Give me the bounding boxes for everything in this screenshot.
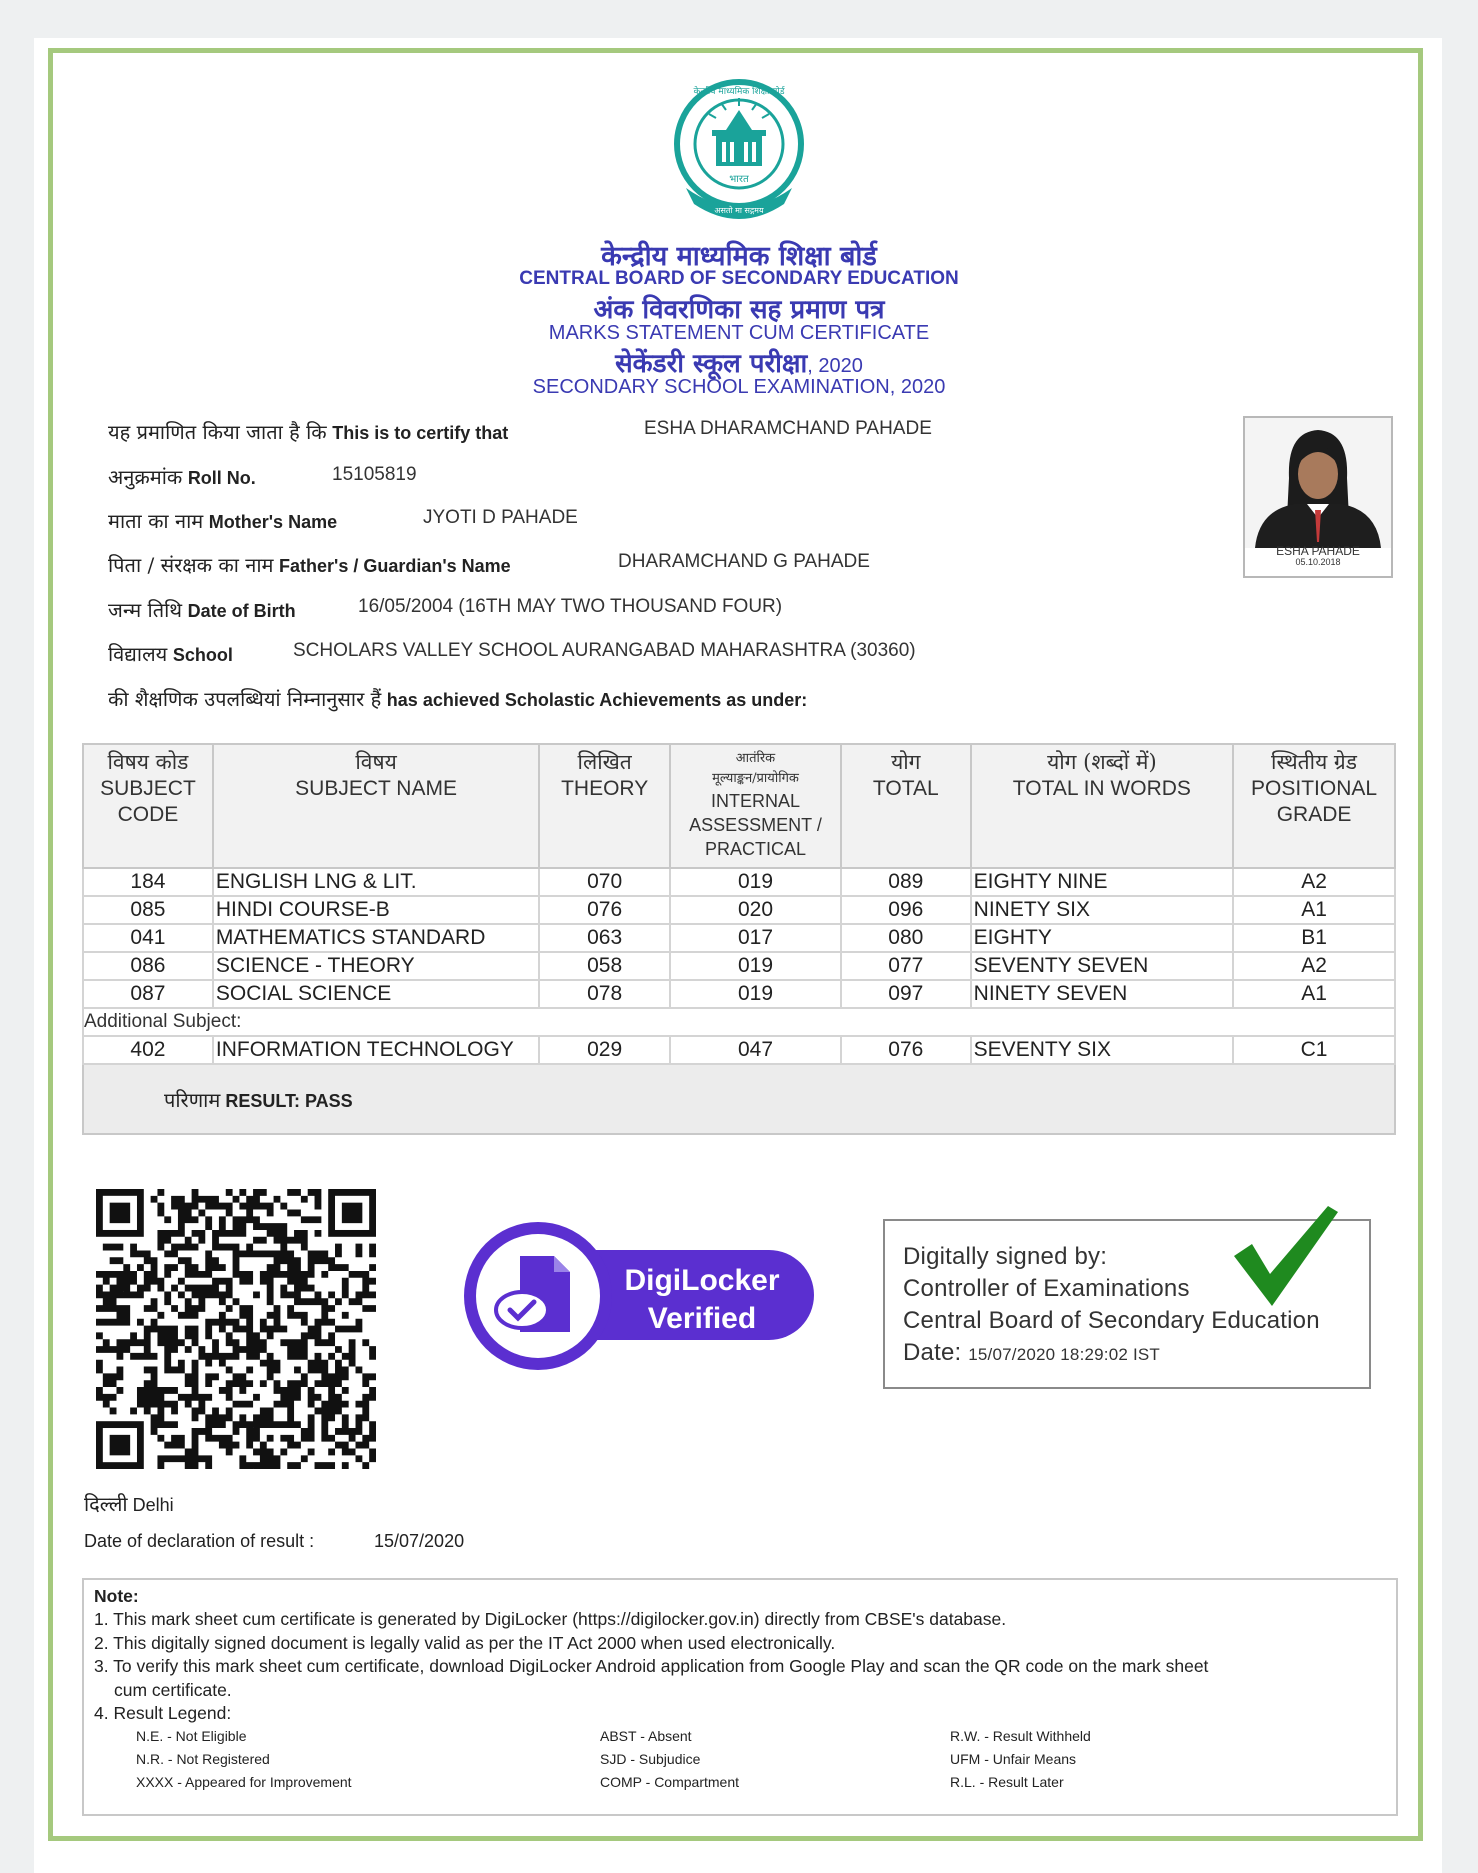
header-grade-english-2: GRADE [1276, 803, 1352, 826]
subject-name: ENGLISH LNG & LIT. [213, 868, 539, 896]
header-total-english: TOTAL [872, 777, 939, 800]
subject-name: INFORMATION TECHNOLOGY [213, 1036, 539, 1064]
achieved-english: has achieved Scholastic Achievements as under: [386, 690, 808, 710]
mother-name: JYOTI D PAHADE [423, 507, 578, 528]
logo-text-top: केन्द्रीय माध्यमिक शिक्षा बोर्ड [693, 87, 785, 97]
roll-number: 15105819 [332, 464, 417, 485]
header-ia-english-1: INTERNAL [710, 791, 800, 811]
student-photo-image [1245, 418, 1391, 548]
note-1: 1. This mark sheet cum certificate is generated by DigiLocker (https://digilocker.gov.in) directly from CBSE's database. [94, 1609, 1007, 1629]
legend-item: R.L. - Result Later [950, 1774, 1064, 1790]
father-name: DHARAMCHAND G PAHADE [618, 551, 870, 572]
theory-marks: 029 [539, 1036, 670, 1064]
header-name-english: SUBJECT NAME [295, 777, 457, 800]
digilocker-text-line2: Verified [647, 1302, 757, 1335]
signature-line-2: Controller of Examinations [903, 1275, 1190, 1302]
total-marks: 089 [841, 868, 971, 896]
father-label [108, 551, 511, 578]
additional-subject-label: Additional Subject: [83, 1008, 1395, 1036]
total-marks: 097 [841, 980, 971, 1008]
signature-line-3: Central Board of Secondary Education [903, 1307, 1320, 1334]
certificate-title-english: MARKS STATEMENT CUM CERTIFICATE [548, 322, 930, 344]
table-row [83, 868, 1395, 896]
note-3: 3. To verify this mark sheet cum certificate, download DigiLocker Android application from Google Play and scan the QR code on the mark sheet [94, 1656, 1209, 1676]
achieved-hindi: की शैक्षणिक उपलब्धियां निम्नानुसार हैं [108, 687, 382, 711]
subject-name: SOCIAL SCIENCE [213, 980, 539, 1008]
header-subject-code [83, 744, 213, 868]
header-internal-assessment [670, 744, 841, 868]
place-english: Delhi [132, 1495, 174, 1515]
header-words-hindi: योग (शब्दों में) [1047, 750, 1157, 774]
subject-code: 184 [83, 868, 213, 896]
internal-marks: 019 [670, 952, 841, 980]
photo-caption-name: ESHA PAHADE [1276, 544, 1360, 558]
legend-item: N.R. - Not Registered [136, 1751, 270, 1767]
father-english: Father's / Guardian's Name [279, 556, 511, 576]
header-total-in-words [971, 744, 1233, 868]
theory-marks: 078 [539, 980, 670, 1008]
header-name-hindi: विषय [355, 750, 397, 774]
header-ia-hindi-1: आतंरिक [735, 751, 776, 766]
legend-item: N.E. - Not Eligible [136, 1728, 247, 1744]
header-code-english-2: CODE [117, 803, 179, 826]
subject-code: 086 [83, 952, 213, 980]
internal-marks: 019 [670, 868, 841, 896]
school-english: School [172, 645, 233, 665]
qr-code [96, 1189, 376, 1469]
roll-hindi: अनुक्रमांक [108, 465, 183, 489]
positional-grade: A1 [1233, 980, 1395, 1008]
notes-box [82, 1578, 1398, 1816]
declaration-label: Date of declaration of result : [84, 1531, 315, 1551]
mother-hindi: माता का नाम [108, 509, 204, 533]
signature-date-label: Date: [903, 1339, 962, 1366]
result-hindi: परिणाम [164, 1087, 221, 1112]
positional-grade: C1 [1233, 1036, 1395, 1064]
subject-name: SCIENCE - THEORY [213, 952, 539, 980]
theory-marks: 063 [539, 924, 670, 952]
table-row [83, 952, 1395, 980]
notes-title: Note: [94, 1586, 139, 1606]
subject-code: 087 [83, 980, 213, 1008]
theory-marks: 076 [539, 896, 670, 924]
additional-subject-row [83, 1008, 1395, 1036]
table-row [83, 924, 1395, 952]
header-theory [539, 744, 670, 868]
internal-marks: 047 [670, 1036, 841, 1064]
subject-code: 041 [83, 924, 213, 952]
student-name: ESHA DHARAMCHAND PAHADE [644, 418, 932, 439]
header-ia-english-3: PRACTICAL [704, 839, 806, 859]
school-value: SCHOLARS VALLEY SCHOOL AURANGABAD MAHARASHTRA (30360) [293, 640, 916, 661]
subject-name: MATHEMATICS STANDARD [213, 924, 539, 952]
note-3-continued: cum certificate. [114, 1680, 232, 1700]
result-status: RESULT: PASS [225, 1090, 353, 1111]
total-in-words: NINETY SIX [971, 896, 1233, 924]
exam-hindi: सेकेंडरी स्कूल परीक्षा [615, 349, 808, 379]
legend-item: XXXX - Appeared for Improvement [136, 1774, 352, 1790]
place-hindi: दिल्ली [84, 1492, 128, 1516]
header-theory-hindi: लिखित [577, 750, 632, 774]
logo-text-bottom: भारत [729, 174, 749, 185]
header-code-hindi: विषय कोड [107, 750, 189, 774]
header-theory-english: THEORY [561, 777, 649, 800]
board-title-hindi: केन्द्रीय माध्यमिक शिक्षा बोर्ड [601, 241, 877, 272]
school-label [108, 640, 233, 667]
dob-value: 16/05/2004 (16TH MAY TWO THOUSAND FOUR) [358, 596, 783, 617]
exam-year: , 2020 [807, 355, 863, 377]
school-hindi: विद्यालय [108, 642, 168, 666]
roll-english: Roll No. [187, 468, 256, 488]
legend-item: UFM - Unfair Means [950, 1751, 1077, 1767]
certify-hindi: यह प्रमाणित किया जाता है कि [108, 420, 327, 444]
table-row [83, 980, 1395, 1008]
certify-label [108, 418, 508, 445]
legend-item: R.W. - Result Withheld [950, 1728, 1091, 1744]
student-photo [1243, 416, 1393, 578]
photo-caption-date: 05.10.2018 [1295, 557, 1341, 567]
signature-date [903, 1339, 1160, 1367]
qr-finder-pattern [96, 1421, 144, 1469]
internal-marks: 020 [670, 896, 841, 924]
marks-table [82, 743, 1396, 1135]
qr-finder-pattern [96, 1189, 144, 1237]
total-in-words: EIGHTY [971, 924, 1233, 952]
certificate-title-hindi: अंक विवरणिका सह प्रमाण पत्र [593, 295, 885, 325]
logo-motto: असतो मा सद्गमय [714, 206, 764, 215]
signature-date-value: 15/07/2020 18:29:02 IST [968, 1345, 1160, 1364]
total-in-words: SEVENTY SEVEN [971, 952, 1233, 980]
exam-title-hindi [0, 344, 1478, 380]
roll-label [108, 463, 256, 490]
result-row [83, 1064, 1395, 1134]
father-hindi: पिता / संरक्षक का नाम [108, 553, 274, 577]
total-in-words: NINETY SEVEN [971, 980, 1233, 1008]
dob-hindi: जन्म तिथि [108, 598, 183, 622]
digilocker-verified-badge [462, 1220, 820, 1372]
verified-check-icon [1230, 1204, 1340, 1310]
subject-code: 402 [83, 1036, 213, 1064]
table-row [83, 896, 1395, 924]
table-row [83, 1036, 1395, 1064]
header-grade-english-1: POSITIONAL [1251, 777, 1378, 800]
total-in-words: EIGHTY NINE [971, 868, 1233, 896]
header-positional-grade [1233, 744, 1395, 868]
dob-label [108, 596, 296, 623]
total-in-words: SEVENTY SIX [971, 1036, 1233, 1064]
internal-marks: 019 [670, 980, 841, 1008]
cbse-logo [666, 76, 812, 226]
legend-item: COMP - Compartment [600, 1774, 739, 1790]
header-total [841, 744, 971, 868]
result-cell [83, 1064, 1395, 1134]
positional-grade: A2 [1233, 868, 1395, 896]
mother-english: Mother's Name [208, 512, 338, 532]
board-title-english: CENTRAL BOARD OF SECONDARY EDUCATION [519, 268, 959, 289]
dob-english: Date of Birth [187, 601, 296, 621]
subject-name: HINDI COURSE-B [213, 896, 539, 924]
mother-label [108, 507, 337, 534]
internal-marks: 017 [670, 924, 841, 952]
total-marks: 080 [841, 924, 971, 952]
photo-caption [1245, 546, 1391, 568]
header-ia-hindi-2: मूल्याङ्कन/प्रायोगिक [712, 771, 799, 786]
total-marks: 096 [841, 896, 971, 924]
total-marks: 077 [841, 952, 971, 980]
positional-grade: A2 [1233, 952, 1395, 980]
theory-marks: 058 [539, 952, 670, 980]
subject-code: 085 [83, 896, 213, 924]
legend-item: SJD - Subjudice [600, 1751, 701, 1767]
place-of-issue [84, 1490, 174, 1517]
header-subject-name [213, 744, 539, 868]
certify-english: This is to certify that [332, 423, 509, 443]
achieved-label [108, 685, 807, 712]
note-2: 2. This digitally signed document is legally valid as per the IT Act 2000 when used electronically. [94, 1633, 836, 1653]
total-marks: 076 [841, 1036, 971, 1064]
digilocker-text-line1: DigiLocker [624, 1264, 780, 1297]
header-code-english-1: SUBJECT [100, 777, 196, 800]
header-words-english: TOTAL IN WORDS [1012, 777, 1191, 800]
positional-grade: A1 [1233, 896, 1395, 924]
signature-line-1: Digitally signed by: [903, 1243, 1108, 1270]
header-ia-english-2: ASSESSMENT / [689, 815, 822, 835]
theory-marks: 070 [539, 868, 670, 896]
legend-item: ABST - Absent [600, 1728, 692, 1744]
header-grade-hindi: स्थितीय ग्रेड [1271, 750, 1357, 774]
positional-grade: B1 [1233, 924, 1395, 952]
note-4: 4. Result Legend: [94, 1703, 232, 1723]
declaration-date: 15/07/2020 [374, 1531, 465, 1551]
header-total-hindi: योग [891, 750, 921, 774]
table-header-row [83, 744, 1395, 868]
qr-finder-pattern [328, 1189, 376, 1237]
exam-title-english: SECONDARY SCHOOL EXAMINATION, 2020 [532, 376, 946, 398]
